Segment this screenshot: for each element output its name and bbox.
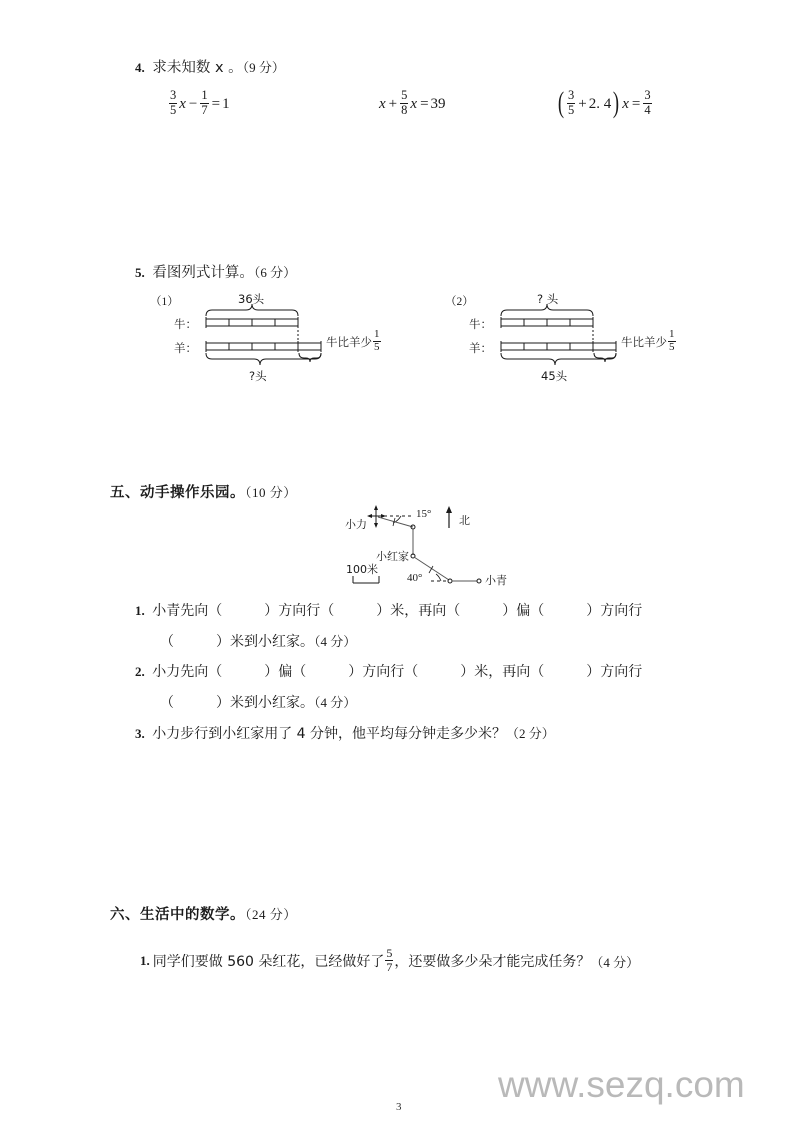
site-watermark: www.sezq.com (498, 1064, 745, 1105)
section-6-points: （24 分） (245, 907, 297, 922)
equation-3-fraction-1 (567, 89, 575, 117)
denominator: 5 (669, 340, 675, 353)
equation-1-equals: = (211, 95, 221, 112)
equation-1-fraction-1 (169, 89, 177, 117)
s5-question-3-text: 小力步行到小红家用了 4 分钟，他平均每分钟走多少米？ (152, 726, 507, 742)
equation-2 (378, 90, 446, 118)
map-angle-bottom: 40° (407, 572, 423, 584)
s6-question-1-fraction (385, 947, 393, 974)
diagram-1-top-caption: 36头 (238, 292, 265, 306)
equation-2-rhs: 39 (430, 95, 446, 112)
s5-question-2-text-2: （ ）米到小红家。 (160, 695, 314, 711)
equation-1-variable: x (179, 95, 186, 112)
question-4-title-row (135, 56, 285, 77)
equation-1-rhs: 1 (222, 95, 230, 112)
denominator: 7 (201, 102, 208, 117)
section-5-points: （10 分） (245, 485, 297, 500)
numerator: 5 (386, 946, 393, 960)
equation-2-variable-lhs: x (379, 95, 386, 112)
denominator: 5 (374, 340, 380, 353)
denominator: 5 (170, 102, 177, 117)
map-angle-top: 15° (416, 508, 432, 520)
equation-1-minus: − (188, 95, 198, 112)
s5-question-1-line-2 (160, 631, 356, 651)
diagram-2-row-2-label: 羊： (469, 341, 492, 355)
equation-3-right-paren: ) (613, 86, 620, 120)
denominator: 8 (401, 102, 408, 117)
map-label-xiaoqing: 小青 (485, 574, 507, 587)
equation-2-variable: x (410, 95, 418, 112)
diagram-1-row-2-label: 羊： (174, 341, 197, 355)
equation-2-equals: = (420, 95, 429, 112)
numerator: 3 (644, 88, 651, 102)
equation-3-plus: + (578, 95, 587, 112)
question-4-title: 求未知数 x 。 (152, 60, 243, 76)
denominator: 7 (386, 959, 393, 974)
map-label-xiaoli: 小力 (345, 518, 367, 531)
page-number: 3 (396, 1101, 402, 1113)
diagram-2-note-text: 牛比羊少 (621, 335, 667, 350)
diagram-2-note-fraction (668, 329, 676, 354)
s5-question-2-number: 2. (135, 664, 145, 679)
equation-2-plus: + (388, 95, 398, 112)
diagram-2-note (621, 330, 677, 355)
direction-map (345, 500, 525, 590)
section-5-heading-row (110, 481, 297, 502)
diagram-2-bottom-caption: 45头 (541, 369, 568, 383)
section-5-heading: 五、动手操作乐园。 (110, 485, 245, 501)
s5-question-3-line-1 (135, 723, 555, 743)
s5-question-2-line-2 (160, 692, 356, 712)
map-label-xiaohong: 小红家 (376, 550, 409, 563)
s5-question-1-text-2: （ ）米到小红家。 (160, 634, 314, 650)
s6-question-1-text-b: ，还要做多少朵才能完成任务？ (394, 954, 591, 971)
s5-question-2-line-1 (135, 661, 642, 681)
denominator: 4 (644, 102, 651, 117)
equation-3-equals: = (631, 95, 641, 112)
diagram-1-note (326, 330, 382, 355)
numerator: 3 (568, 88, 575, 102)
equation-1-fraction-2 (200, 89, 208, 117)
map-scale-label: 100米 (346, 563, 378, 576)
denominator: 5 (568, 102, 575, 117)
s5-question-1-line-1 (135, 600, 642, 620)
diagram-2-top-caption: ? 头 (537, 292, 559, 306)
question-5-points: （6 分） (253, 265, 297, 280)
map-label-north: 北 (459, 514, 470, 527)
s6-question-1 (140, 948, 639, 975)
diagram-1-note-fraction (373, 329, 381, 354)
s5-question-2-points: （4 分） (314, 695, 357, 710)
diagram-2-row-1-label: 牛： (469, 317, 492, 331)
s5-question-1-text: 小青先向（ ）方向行（ ）米，再向（ ）偏（ ）方向行 (152, 603, 643, 619)
numerator: 1 (669, 328, 675, 340)
numerator: 3 (170, 88, 177, 102)
s5-question-2-text: 小力先向（ ）偏（ ）方向行（ ）米，再向（ ）方向行 (152, 664, 643, 680)
s5-question-1-points: （4 分） (314, 634, 357, 649)
section-6-heading-row (110, 903, 297, 924)
equation-2-fraction (400, 89, 408, 117)
equation-3-variable: x (622, 95, 629, 112)
question-5-title: 看图列式计算。 (152, 265, 254, 281)
equation-1 (168, 90, 230, 118)
question-5-title-row (135, 261, 296, 282)
numerator: 1 (201, 88, 208, 102)
equation-3-fraction-2 (643, 89, 651, 117)
bar-diagram-2 (445, 290, 690, 385)
question-4-points: （9 分） (242, 60, 285, 75)
question-4-number: 4. (135, 60, 145, 75)
numerator: 5 (401, 88, 408, 102)
equation-3-left-paren: ( (557, 86, 565, 120)
bar-diagram-1 (150, 290, 395, 385)
s6-question-1-points: （4 分） (590, 954, 640, 970)
s6-question-1-number: 1. (140, 953, 150, 969)
s5-question-1-number: 1. (135, 603, 145, 618)
s6-question-1-text-a: 同学们要做 560 朵红花，已经做好了 (152, 954, 385, 971)
numerator: 1 (374, 328, 380, 340)
diagram-1-row-1-label: 牛： (174, 317, 197, 331)
diagram-1-bottom-caption: ?头 (249, 369, 267, 383)
diagram-1-note-text: 牛比羊少 (326, 335, 372, 350)
s5-question-3-number: 3. (135, 726, 145, 741)
s5-question-3-points: （2 分） (506, 726, 555, 741)
question-5-number: 5. (135, 265, 145, 280)
equation-3-decimal: 2. 4 (588, 95, 612, 112)
diagram-1-index: （1） (150, 296, 179, 308)
equation-3 (556, 86, 653, 120)
diagram-2-index: （2） (445, 296, 474, 308)
section-6-heading: 六、生活中的数学。 (110, 907, 245, 923)
